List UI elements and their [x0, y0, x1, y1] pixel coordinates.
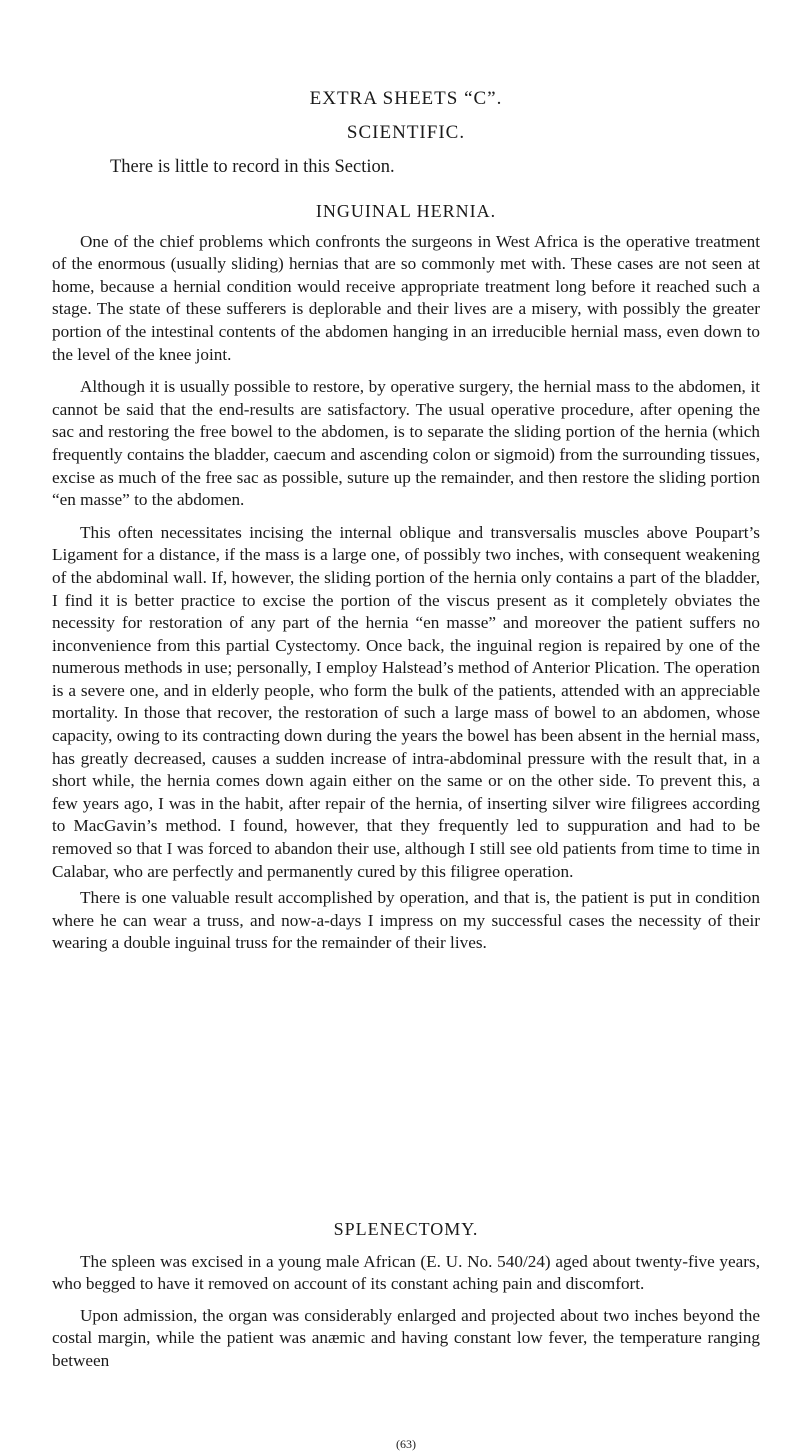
inguinal-hernia-paragraph-2: Although it is usually possible to restore, by operative surgery, the hernial mass to the abdomen, it cannot be said that the end-results are satisfactory. The usual operative procedure, after opening the sac and restoring the free bowel to the abdomen, is to separate the sliding portion of the hernia (which frequently contains the bladder, caecum and ascending colon or sigmoid) from the surrounding tissues, excise as much of the free sac as possible, suture up the remainder, and then restore the sliding portion “en masse” to the abdomen. [52, 377, 760, 510]
splenectomy-section [52, 1218, 760, 1373]
inguinal-hernia-paragraph-4: There is one valuable result accomplished by operation, and that is, the patient is put in condition where he can wear a truss, and now-a-days I impress on my successful cases the necessity of their wearing a double inguinal truss for the remainder of their lives. [52, 888, 760, 953]
splenectomy-paragraph-1: The spleen was excised in a young male African (E. U. No. 540/24) aged about twenty-five years, who begged to have it removed on account of its constant aching pain and discomfort. [52, 1251, 760, 1294]
running-head: EXTRA SHEETS “C”. [309, 88, 503, 109]
inguinal-hernia-section [52, 200, 760, 955]
section-title: SCIENTIFIC. [346, 122, 466, 143]
splenectomy-heading: SPLENECTOMY. [333, 1219, 479, 1239]
inguinal-hernia-paragraph-3: This often necessitates incising the internal oblique and transversalis muscles above Poupart’s Ligament for a distance, if the mass is a large one, of possibly two inches, with consequent weakening of the abdominal wall. If, however, the sliding portion of the hernia only contains a part of the bladder, I find it is better practice to excise the portion of the viscus present as it completely obviates the necessity for restoration of any part of the hernia “en masse” and moreover the patient suffers no inconvenience from this partial Cystectomy. Once back, the inguinal region is repaired by one of the numerous methods in use; personally, I employ Halstead’s method of Anterior Plication. The operation is a severe one, and in elderly people, who form the bulk of the patients, attended with an appreciable mortality. In those that recover, the restoration of such a large mass of bowel to an abdomen, whose capacity, owing to its contracting down during the years the bowel has been absent in the hernial mass, has greatly decreased, causes a sudden increase of intra-abdominal pressure with the result that, in a short while, the hernia comes down again either on the same or on the other side. To prevent this, a few years ago, I was in the habit, after repair of the hernia, of inserting silver wire filigrees according to MacGavin’s method. I found, however, that they frequently led to suppuration and had to be removed so that I was forced to abandon their use, although I still see old patients from time to time in Calabar, who are perfectly and permanently cured by this filigree operation. [52, 522, 760, 881]
inguinal-hernia-heading: INGUINAL HERNIA. [315, 201, 497, 221]
inguinal-hernia-paragraph-1: One of the chief problems which confronts the surgeons in West Africa is the operative treatment of the enormous (usually sliding) hernias that are so commonly met with. These cases are not seen at home, because a hernial condition would receive appropriate treatment long before it reached such a stage. The state of these sufferers is deplorable and their lives are a misery, with possibly the greater portion of the intestinal contents of the abdomen hanging in an irreducible hernial mass, even down to the level of the knee joint. [52, 231, 760, 364]
intro-text: There is little to record in this Section. [110, 157, 395, 177]
splenectomy-paragraph-2: Upon admission, the organ was considerably enlarged and projected about two inches beyond the costal margin, while the patient was anæmic and having constant low fever, the temperature ranging between [52, 1305, 760, 1370]
page-number: (63) [396, 1437, 416, 1451]
